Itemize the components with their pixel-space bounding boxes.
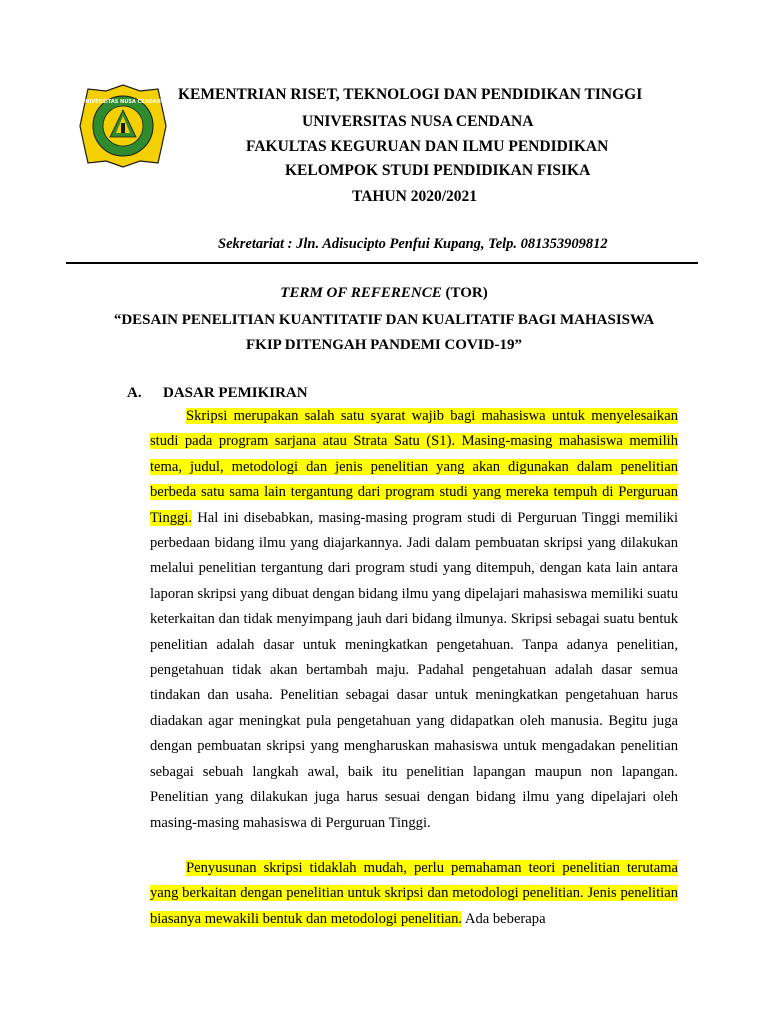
- section-title: DASAR PEMIKIRAN: [163, 385, 308, 401]
- document-title-line1: “DESAIN PENELITIAN KUANTITATIF DAN KUALITATIF BAGI MAHASISWA: [113, 312, 655, 328]
- highlighted-text: Skripsi merupakan salah satu syarat wajib bagi mahasiswa untuk menyelesaikan studi pada program sarjana atau Strata Satu (S1). Masing-masing mahasiswa memilih tema, judul, metodologi dan jenis penelitian yang akan digunakan dalam penelitian berbeda satu sama lain tergantung dari program studi yang mereka tempuh di Perguruan Tinggi.: [150, 408, 678, 526]
- section-number: A.: [127, 385, 142, 401]
- term-of-reference-label: TERM OF REFERENCE: [280, 285, 442, 301]
- document-type: [0, 284, 768, 302]
- header-faculty: FAKULTAS KEGURUAN DAN ILMU PENDIDIKAN: [246, 138, 609, 155]
- university-logo: [78, 83, 168, 169]
- section-heading: [127, 385, 308, 402]
- tor-abbreviation: (TOR): [441, 285, 488, 301]
- paragraph-dasar-pemikiran-1: [150, 404, 678, 836]
- paragraph-dasar-pemikiran-2: [150, 856, 678, 932]
- header-ministry: KEMENTRIAN RISET, TEKNOLOGI DAN PENDIDIKAN TINGGI: [178, 86, 643, 103]
- document-title-line2: FKIP DITENGAH PANDEMI COVID-19”: [246, 337, 522, 353]
- header-year: TAHUN 2020/2021: [352, 188, 478, 205]
- header-university: UNIVERSITAS NUSA CENDANA: [302, 113, 534, 130]
- secretariat-address: Sekretariat : Jln. Adisucipto Penfui Kupang, Telp. 081353909812: [218, 236, 608, 252]
- highlighted-text: Penyusunan skripsi tidaklah mudah, perlu pemahaman teori penelitian terutama yang berkaitan dengan penelitian untuk skripsi dan metodologi penelitian. Jenis penelitian biasanya mewakili bentuk dan metodologi penelitian.: [150, 860, 678, 927]
- paragraph-text: Ada beberapa: [462, 910, 546, 927]
- header-study-group: KELOMPOK STUDI PENDIDIKAN FISIKA: [285, 162, 591, 179]
- header-divider: [66, 262, 698, 264]
- paragraph-text: Hal ini disebabkan, masing-masing program studi di Perguruan Tinggi memiliki perbedaan bidang ilmu yang diajarkannya. Jadi dalam pembuatan skripsi yang dilakukan melalui penelitian tergantung dari program studi yang ditempuh, dengan kata lain antara laporan skripsi yang dibuat dengan bidang ilmu yang dipelajari mahasiswa memiliki suatu keterkaitan dan tidak menyimpang jauh dari bidang ilmunya. Skripsi sebagai suatu bentuk penelitian adalah dasar untuk meningkatkan pengetahuan. Tanpa adanya penelitian, pengetahuan tidak akan bertambah maju. Padahal pengetahuan adalah dasar semua tindakan dan usaha. Penelitian sebagai dasar untuk meningkatkan pengetahuan harus diadakan agar meningkat pula pengetahuan yang didapatkan oleh manusia. Begitu juga dengan pembuatan skripsi yang mengharuskan mahasiswa untuk mengadakan penelitian sebagai sebuah langkah awal, baik itu penelitian lapangan maupun non lapangan. Penelitian yang dilakukan juga harus sesuai dengan bidang ilmu yang dipelajari oleh masing-masing mahasiswa di Perguruan Tinggi.: [150, 509, 678, 831]
- logo-text: UNIVERSITAS NUSA CENDANA: [81, 99, 165, 105]
